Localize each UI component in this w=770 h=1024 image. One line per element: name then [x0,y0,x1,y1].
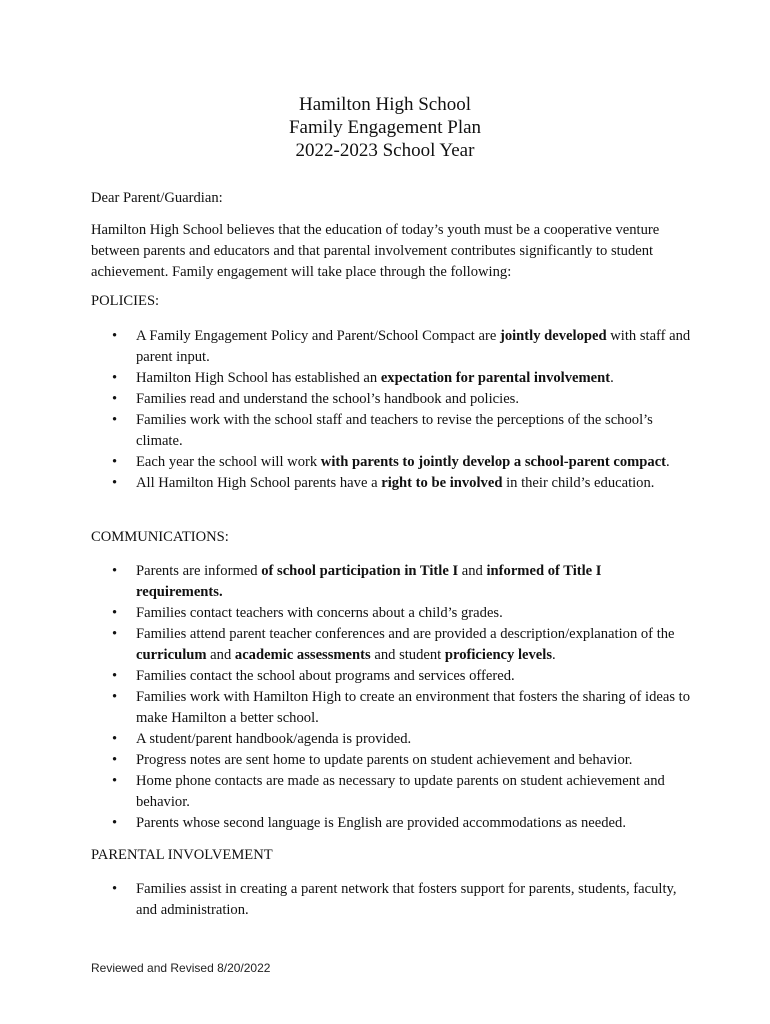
title-year: 2022-2023 School Year [295,140,475,161]
bullet-icon: • [112,752,118,768]
salutation: Dear Parent/Guardian: [91,190,223,206]
bullet-icon: • [112,881,118,897]
list-item: • Home phone contacts are made as necessary to update parents on student achievement and behavior. [112,773,665,810]
list-item: • Families contact teachers with concerns about a child’s grades. [91,603,691,624]
list-item: • Families work with the school staff and teachers to revise the perceptions of the school’s climate. [112,412,653,449]
list-item: • Each year the school will work with parents to jointly develop a school-parent compact. [91,452,691,473]
intro-paragraph: Hamilton High School believes that the education of today’s youth must be a cooperative venture between parents and educators and that parental involvement contributes significantly to student achievement. Family engagement will take place through the following: [91,222,660,280]
policies-list [91,326,691,494]
bullet-icon: • [112,412,118,428]
list-item: • Families assist in creating a parent network that fosters support for parents, students, faculty, and administration. [112,881,677,918]
bullet-icon: • [112,773,118,789]
title-school: Hamilton High School [298,94,472,115]
bullet-icon: • [112,668,118,684]
policies-heading: POLICIES: [91,293,160,309]
list-item: • A student/parent handbook/agenda is provided. [91,729,691,750]
list-item: • All Hamilton High School parents have a right to be involved in their child’s education. [91,473,691,494]
bullet-icon: • [112,328,118,344]
list-item: • Families attend parent teacher conferences and are provided a description/explanation of the curriculum and academic assessments and student proficiency levels. [112,626,675,663]
list-item: • Families work with Hamilton High to create an environment that fosters the sharing of ideas to make Hamilton a better school. [112,689,691,726]
communications-list [91,561,691,834]
list-item: • Families contact the school about programs and services offered. [91,666,691,687]
title-plan: Family Engagement Plan [288,117,482,138]
bullet-icon: • [112,391,118,407]
bullet-icon: • [112,475,118,491]
list-item: • Progress notes are sent home to update parents on student achievement and behavior. [91,750,691,771]
bullet-icon: • [112,454,118,470]
bullet-icon: • [112,563,118,579]
list-item: • Families read and understand the school’s handbook and policies. [91,389,691,410]
parental-involvement-heading: PARENTAL INVOLVEMENT [91,847,273,863]
parental-involvement-list [91,879,691,921]
footer-revision-note: Reviewed and Revised 8/20/2022 [91,961,271,975]
bullet-icon: • [112,689,118,705]
list-item: • Parents whose second language is English are provided accommodations as needed. [91,813,691,834]
list-item: • Hamilton High School has established an expectation for parental involvement. [91,368,691,389]
document-title [0,93,770,162]
list-item: • A Family Engagement Policy and Parent/School Compact are jointly developed with staff and parent input. [112,328,691,365]
bullet-icon: • [112,815,118,831]
bullet-icon: • [112,626,118,642]
bullet-icon: • [112,731,118,747]
communications-heading: COMMUNICATIONS: [91,529,229,545]
bullet-icon: • [112,370,118,386]
bullet-icon: • [112,605,118,621]
list-item: • Parents are informed of school participation in Title I and informed of Title I requirements. [112,563,602,600]
